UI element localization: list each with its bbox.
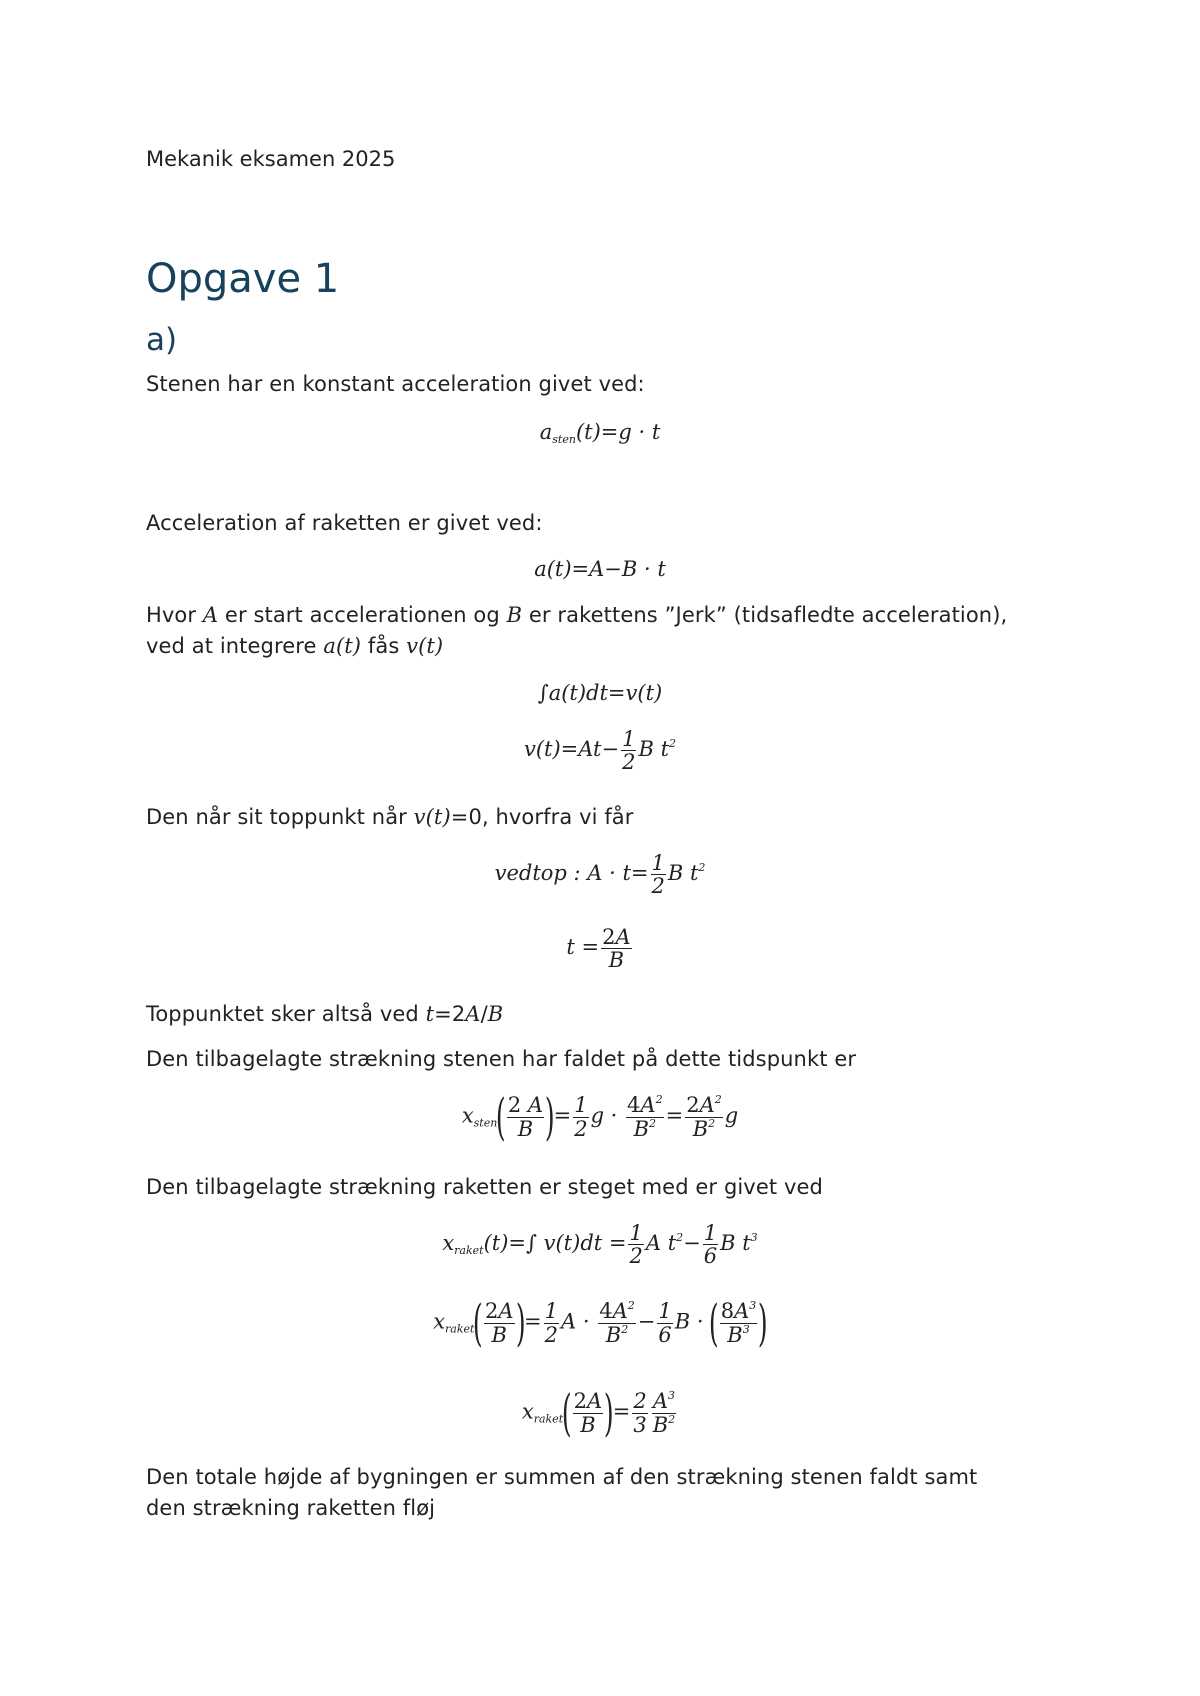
equation-stone-accel: $a_{sten}(t)=g \cdot t$ <box>539 420 661 446</box>
paragraph-total-height-1: Den totale højde af bygningen er summen af den strækning stenen faldt samt <box>146 1465 978 1489</box>
paragraph-jerk-text-1: Hvor <box>146 603 203 627</box>
equation-time-top: t = $\frac{2A}{B}$ <box>566 925 631 973</box>
paragraph-rocket-distance: Den tilbagelagte strækning raketten er steget med er givet ved <box>146 1175 823 1199</box>
paragraph-rocket-accel: Acceleration af raketten er givet ved: <box>146 511 543 535</box>
equation-stone-distance: $x_{sten}$( $\frac{2 A}{B}$ )= $\frac{1}{2}$ g · $\frac{4A^2}{B^2}$ = $\frac{2A^2}{B^2}$ g <box>461 1088 739 1146</box>
equation-velocity: v(t)=At− $\frac{1}{2}$ B $t^2$ <box>523 727 677 775</box>
paragraph-integrate-text-1: ved at integrere <box>146 634 324 658</box>
paragraph-total-height-2: den strækning raketten fløj <box>146 1496 436 1520</box>
equation-rocket-accel: a(t)=A−B · t <box>534 557 666 581</box>
equation-rocket-distance: $x_{raket}(t)=\int$ v(t)dt = $\frac{1}{2}$ A $t^2-$ $\frac{1}{6}$ B $t^3$ <box>442 1221 758 1269</box>
equation-top-condition: vedtop : A · t= $\frac{1}{2}$ B $t^2$ <box>494 851 706 899</box>
paragraph-stone-accel: Stenen har en konstant acceleration givet ved: <box>146 372 645 396</box>
heading-subsection: a) <box>146 322 178 358</box>
document-title: Mekanik eksamen 2025 <box>146 147 396 171</box>
paragraph-jerk-text-2: er start accelerationen og <box>218 603 507 627</box>
paragraph-integrate-text-2: fås <box>361 634 407 658</box>
paragraph-top-time-text: Toppunktet sker altså ved <box>146 1002 426 1026</box>
heading-opgave: Opgave 1 <box>146 256 340 302</box>
paragraph-top-text-2: , hvorfra vi får <box>481 805 634 829</box>
paragraph-integrate: ved at integrere a(t) fås v(t) <box>146 634 444 658</box>
paragraph-stone-distance: Den tilbagelagte strækning stenen har faldet på dette tidspunkt er <box>146 1047 857 1071</box>
paragraph-top-text-1: Den når sit toppunkt når <box>146 805 414 829</box>
paragraph-jerk-text-3: er rakettens ”Jerk” (tidsafledte acceleration), <box>522 603 1008 627</box>
equation-integral-velocity: ∫a(t)dt=v(t) <box>537 681 663 705</box>
equation-rocket-result: $x_{raket}$( $\frac{2A}{B}$ )= $\frac{2}{3}$ $\frac{A^3}{B^2}$ <box>521 1384 676 1442</box>
paragraph-jerk: Hvor A er start accelerationen og B er rakettens ”Jerk” (tidsafledte acceleration), <box>146 603 1008 627</box>
paragraph-top-point: Den når sit toppunkt når v(t)=0, hvorfra vi får <box>146 805 634 829</box>
paragraph-top-time: Toppunktet sker altså ved t=2A/B <box>146 1002 504 1026</box>
equation-rocket-substitution: $x_{raket}$( $\frac{2A}{B}$ )= $\frac{1}{2}$ A · $\frac{4A^2}{B^2}$ − $\frac{1}{6}$ B · ( $\frac{8A^3}{B^3}$ ) <box>433 1294 768 1352</box>
